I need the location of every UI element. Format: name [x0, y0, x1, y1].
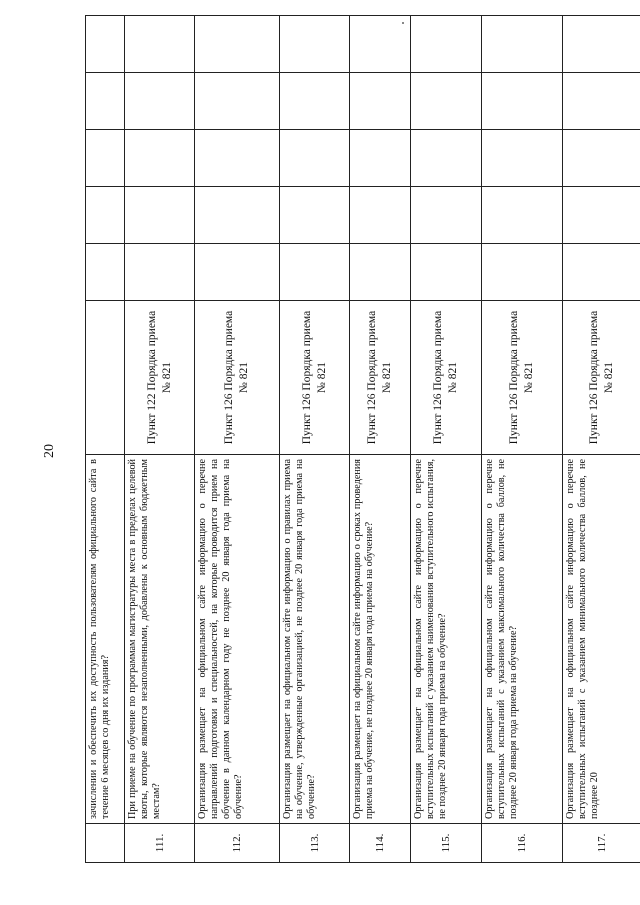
answer-cell: [350, 130, 411, 187]
answer-cell: [125, 73, 195, 130]
answer-cell: [195, 187, 280, 244]
note-cell: [280, 16, 350, 73]
table-row: [563, 16, 640, 863]
table-row: [482, 16, 563, 863]
answer-cell: [350, 244, 411, 301]
note-cell: [411, 16, 482, 73]
rotated-table-wrapper: [85, 88, 615, 863]
answer-cell: [280, 244, 350, 301]
row-number: 116.: [482, 824, 563, 863]
answer-cell: [86, 73, 125, 130]
table-row: [350, 16, 411, 863]
answer-cell: [86, 130, 125, 187]
reference-cell: Пункт 126 Порядка приема № 821: [195, 301, 280, 455]
answer-cell: [563, 130, 640, 187]
row-number: 111.: [125, 824, 195, 863]
question-cell: Организация размещает на официальном сайте информацию о сроках проведения приема на обучение, не позднее 20 января года приема на обучение?: [350, 455, 411, 824]
table-row: [411, 16, 482, 863]
answer-cell: [482, 244, 563, 301]
answer-cell: [350, 73, 411, 130]
answer-cell: [195, 130, 280, 187]
row-number: 117.: [563, 824, 640, 863]
answer-cell: [280, 130, 350, 187]
row-number: 114.: [350, 824, 411, 863]
row-number: [86, 824, 125, 863]
page-number: 20: [42, 444, 57, 458]
question-cell: Организация размещает на официальном сайте информацию о правилах приема на обучение, утвержденные организацией, не позднее 20 января года приема на обучение?: [280, 455, 350, 824]
reference-cell: Пункт 126 Порядка приема № 821: [563, 301, 640, 455]
table-row: [280, 16, 350, 863]
rotated-table-content: [85, 88, 615, 863]
answer-cell: [350, 187, 411, 244]
reference-cell: Пункт 126 Порядка приема № 821: [280, 301, 350, 455]
question-cell: зачислении и обеспечить их доступность пользователям официального сайта в течение 6 месяцев со дня их издания?: [86, 455, 125, 824]
note-cell: [195, 16, 280, 73]
answer-cell: [125, 187, 195, 244]
question-cell: Организация размещает на официальном сайте информацию о перечне вступительных испытаний с указанием наименования вступительного испытания, не позднее 20 января года приема на обучение?: [411, 455, 482, 824]
question-cell: Организация размещает на официальном сайте информацию о перечне направлений подготовки и специальностей, на которые проводится прием на обучение в данном календарном году не позднее 20 января года приема на обучение?: [195, 455, 280, 824]
reference-cell: Пункт 122 Порядка приема № 821: [125, 301, 195, 455]
table-row: [86, 16, 125, 863]
reference-cell: Пункт 126 Порядка приема № 821: [350, 301, 411, 455]
answer-cell: [563, 73, 640, 130]
question-cell: При приеме на обучение по программам магистратуры места в пределах целевой квоты, которые являются незаполненными, добавлены к основным бюджетным местам?: [125, 455, 195, 824]
checklist-table: [85, 15, 640, 863]
answer-cell: [195, 244, 280, 301]
answer-cell: [280, 187, 350, 244]
answer-cell: [482, 73, 563, 130]
row-number: 115.: [411, 824, 482, 863]
reference-cell: [86, 301, 125, 455]
reference-cell: Пункт 126 Порядка приема № 821: [411, 301, 482, 455]
answer-cell: [563, 244, 640, 301]
row-number: 113.: [280, 824, 350, 863]
reference-cell: Пункт 126 Порядка приема № 821: [482, 301, 563, 455]
answer-cell: [86, 187, 125, 244]
note-cell: [86, 16, 125, 73]
answer-cell: [482, 187, 563, 244]
answer-cell: [411, 244, 482, 301]
answer-cell: [125, 130, 195, 187]
note-cell: [350, 16, 411, 73]
answer-cell: [411, 130, 482, 187]
question-cell: Организация размещает на официальном сайте информацию о перечне вступительных испытаний с указанием минимального количества баллов, не позднее 20: [563, 455, 640, 824]
answer-cell: [482, 130, 563, 187]
answer-cell: [86, 244, 125, 301]
row-number: 112.: [195, 824, 280, 863]
note-cell: [563, 16, 640, 73]
answer-cell: [280, 73, 350, 130]
note-cell: [125, 16, 195, 73]
answer-cell: [411, 187, 482, 244]
answer-cell: [195, 73, 280, 130]
answer-cell: [411, 73, 482, 130]
question-cell: Организация размещает на официальном сайте информацию о перечне вступительных испытаний с указанием максимального количества баллов, не позднее 20 января года приема на обучение?: [482, 455, 563, 824]
note-cell: [482, 16, 563, 73]
answer-cell: [563, 187, 640, 244]
answer-cell: [125, 244, 195, 301]
table-row: [125, 16, 195, 863]
table-row: [195, 16, 280, 863]
